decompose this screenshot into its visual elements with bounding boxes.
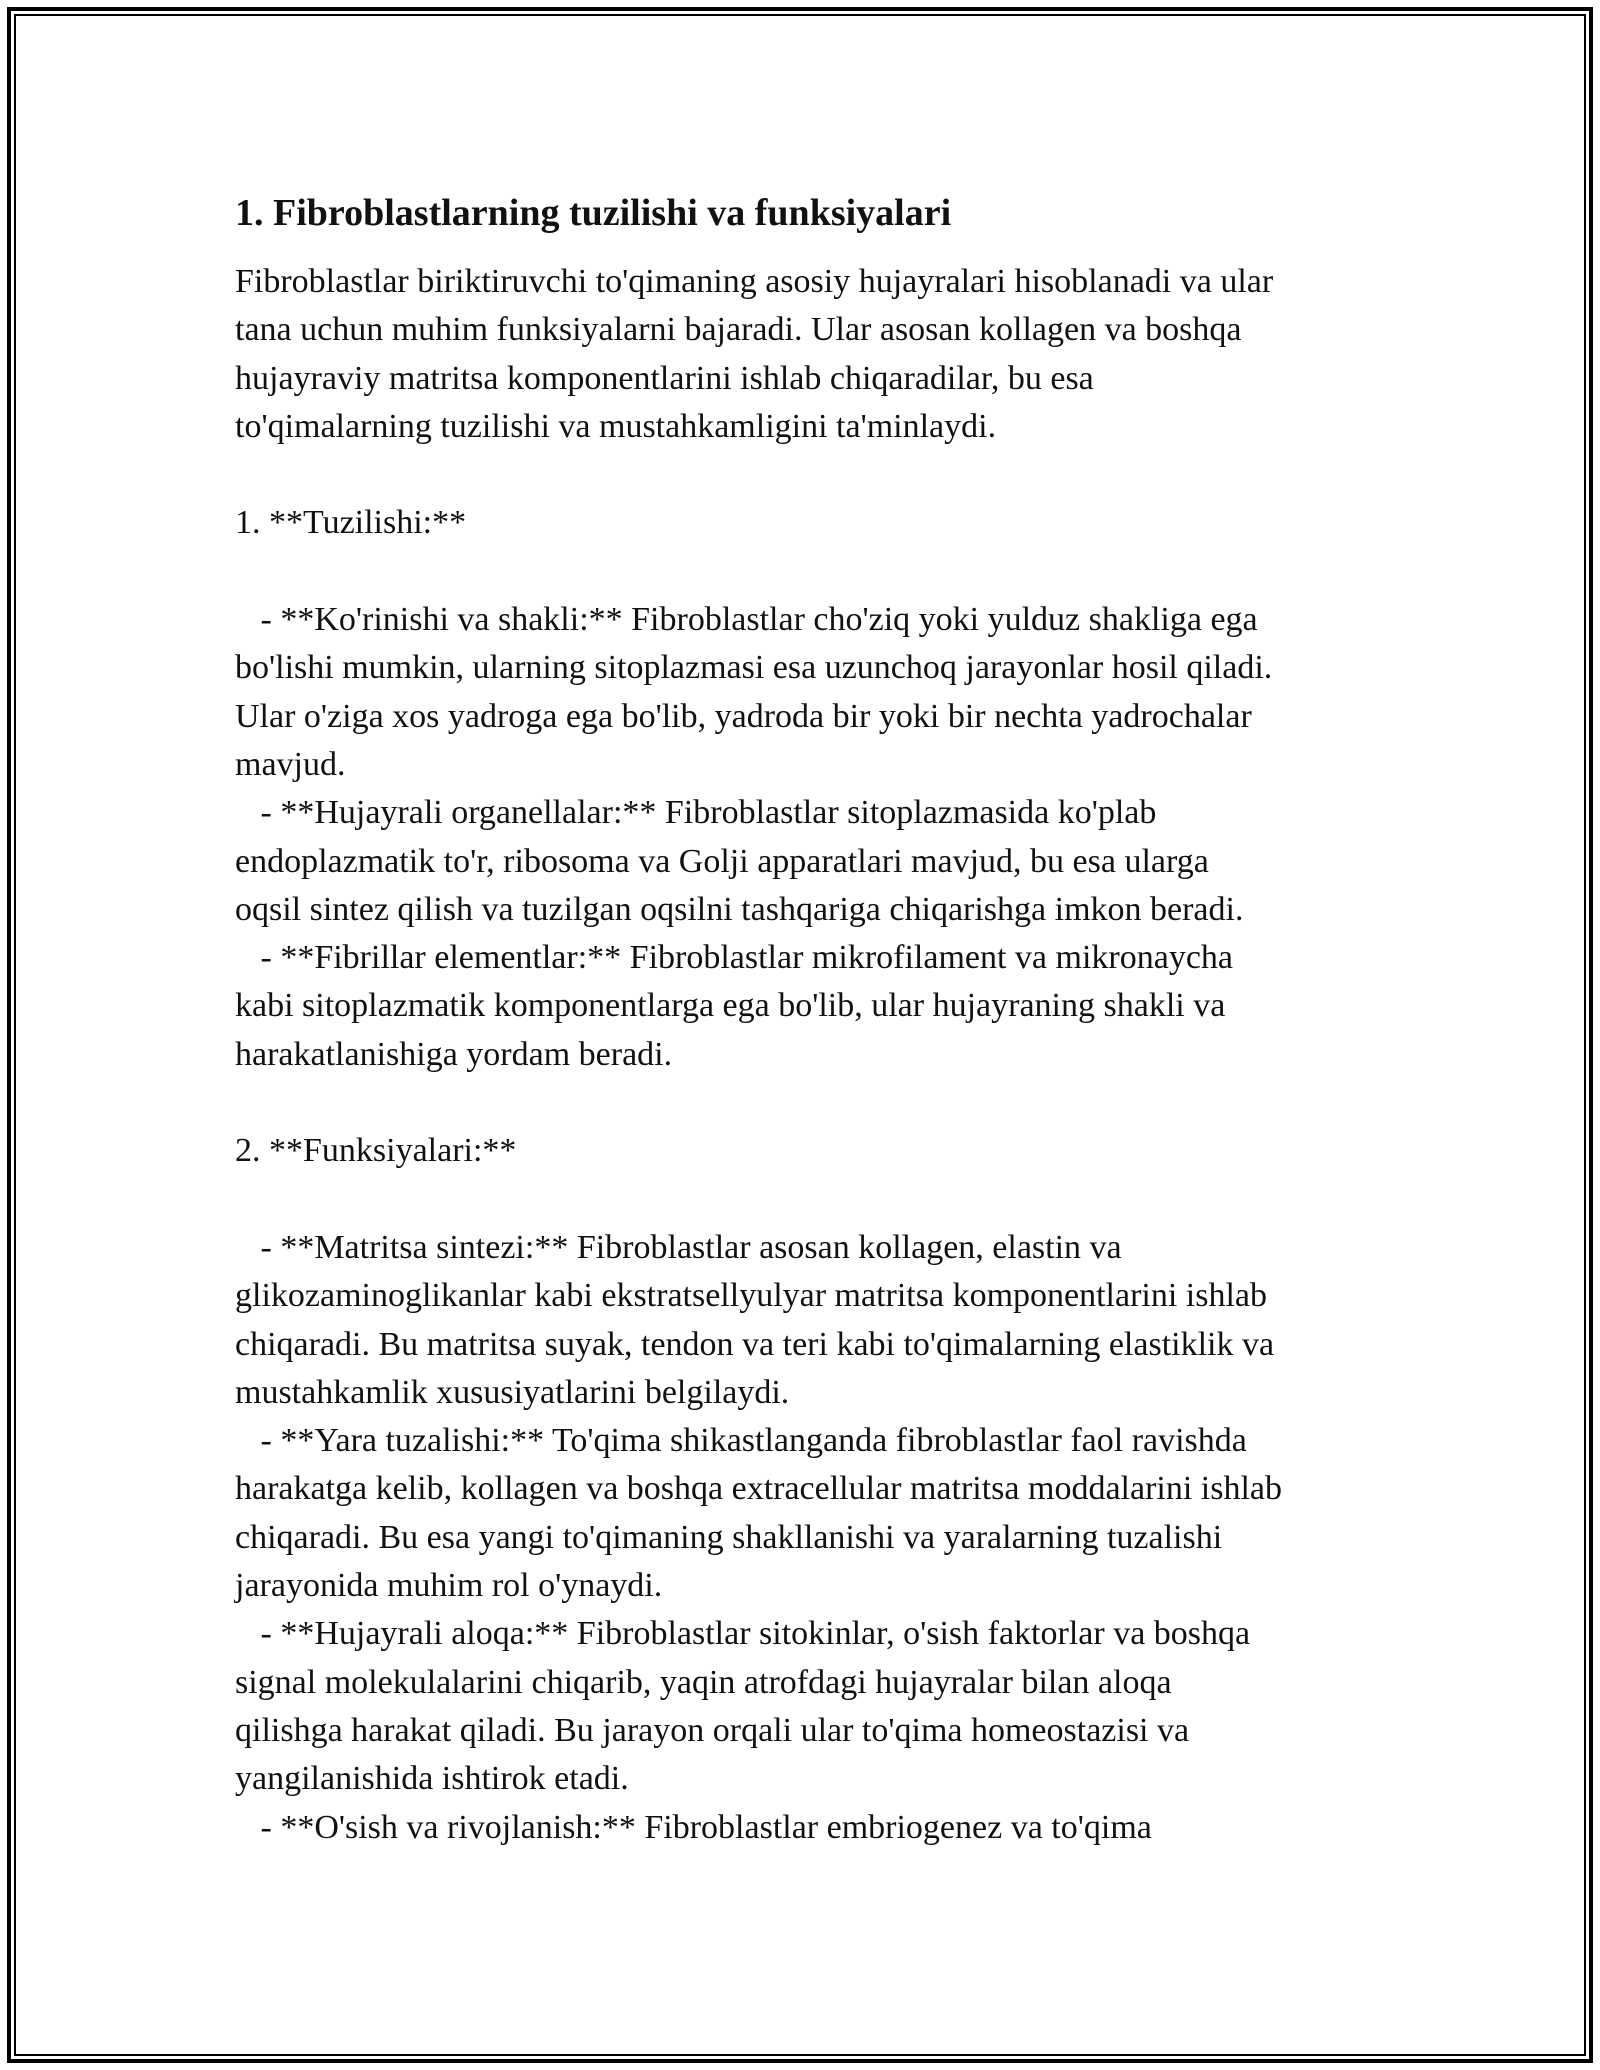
text-line: - **Hujayrali aloqa:** Fibroblastlar sitokinlar, o'sish faktorlar va boshqa — [235, 1615, 1251, 1653]
text-line: mavjud. — [235, 745, 346, 783]
text-line: chiqaradi. Bu esa yangi to'qimaning shakllanishi va yaralarning tuzalishi — [235, 1518, 1223, 1556]
text-line: harakatlanishiga yordam beradi. — [235, 1035, 673, 1073]
text-line: oqsil sintez qilish va tuzilgan oqsilni tashqariga chiqarishga imkon beradi. — [235, 890, 1244, 928]
text-lines — [235, 258, 1375, 1852]
text-line: - **Fibrillar elementlar:** Fibroblastlar mikrofilament va mikronaycha — [235, 939, 1234, 977]
text-line: - **Yara tuzalishi:** To'qima shikastlanganda fibroblastlar faol ravishda — [235, 1422, 1247, 1460]
text-line: - **Ko'rinishi va shakli:** Fibroblastlar cho'ziq yoki yulduz shakliga ega — [235, 601, 1258, 639]
text-line: yangilanishida ishtirok etadi. — [235, 1760, 629, 1798]
text-line: signal molekulalarini chiqarib, yaqin atrofdagi hujayralar bilan aloqa — [235, 1663, 1172, 1701]
text-line: to'qimalarning tuzilishi va mustahkamligini ta'minlaydi. — [235, 407, 997, 445]
blank-line — [235, 548, 1375, 596]
text-line: - **O'sish va rivojlanish:** Fibroblastlar embriogenez va to'qima — [235, 1808, 1152, 1846]
text-line: harakatga kelib, kollagen va boshqa extracellular matritsa moddalarini ishlab — [235, 1470, 1283, 1508]
text-line: glikozaminoglikanlar kabi ekstratsellyulyar matritsa komponentlarini ishlab — [235, 1277, 1268, 1315]
text-line: endoplazmatik to'r, ribosoma va Golji apparatlari mavjud, bu esa ularga — [235, 842, 1209, 880]
text-line: hujayraviy matritsa komponentlarini ishlab chiqaradilar, bu esa — [235, 359, 1094, 397]
text-line: 1. **Tuzilishi:** — [235, 504, 467, 542]
document-body — [235, 186, 1375, 1852]
text-line: chiqaradi. Bu matritsa suyak, tendon va teri kabi to'qimalarning elastiklik va — [235, 1325, 1275, 1363]
text-line: tana uchun muhim funksiyalarni bajaradi. Ular asosan kollagen va boshqa — [235, 311, 1242, 349]
text-line: kabi sitoplazmatik komponentlarga ega bo'lib, ular hujayraning shakli va — [235, 987, 1226, 1025]
text-line: bo'lishi mumkin, ularning sitoplazmasi esa uzunchoq jarayonlar hosil qiladi. — [235, 649, 1273, 687]
text-line: mustahkamlik xususiyatlarini belgilaydi. — [235, 1373, 790, 1411]
blank-line — [235, 1079, 1375, 1127]
text-line: Ular o'ziga xos yadroga ega bo'lib, yadroda bir yoki bir nechta yadrochalar — [235, 697, 1252, 735]
text-line: Fibroblastlar biriktiruvchi to'qimaning asosiy hujayralari hisoblanadi va ular — [235, 263, 1274, 300]
text-line: - **Hujayrali organellalar:** Fibroblastlar sitoplazmasida ko'plab — [235, 794, 1157, 832]
section-heading: 1. Fibroblastlarning tuzilishi va funksiyalari — [235, 192, 952, 234]
text-line: qilishga harakat qiladi. Bu jarayon orqali ular to'qima homeostazisi va — [235, 1711, 1190, 1749]
blank-line — [235, 451, 1375, 499]
text-line: - **Matritsa sintezi:** Fibroblastlar asosan kollagen, elastin va — [235, 1228, 1122, 1266]
text-line: 2. **Funksiyalari:** — [235, 1132, 517, 1170]
text-line: jarayonida muhim rol o'ynaydi. — [235, 1567, 663, 1605]
blank-line — [235, 1176, 1375, 1224]
